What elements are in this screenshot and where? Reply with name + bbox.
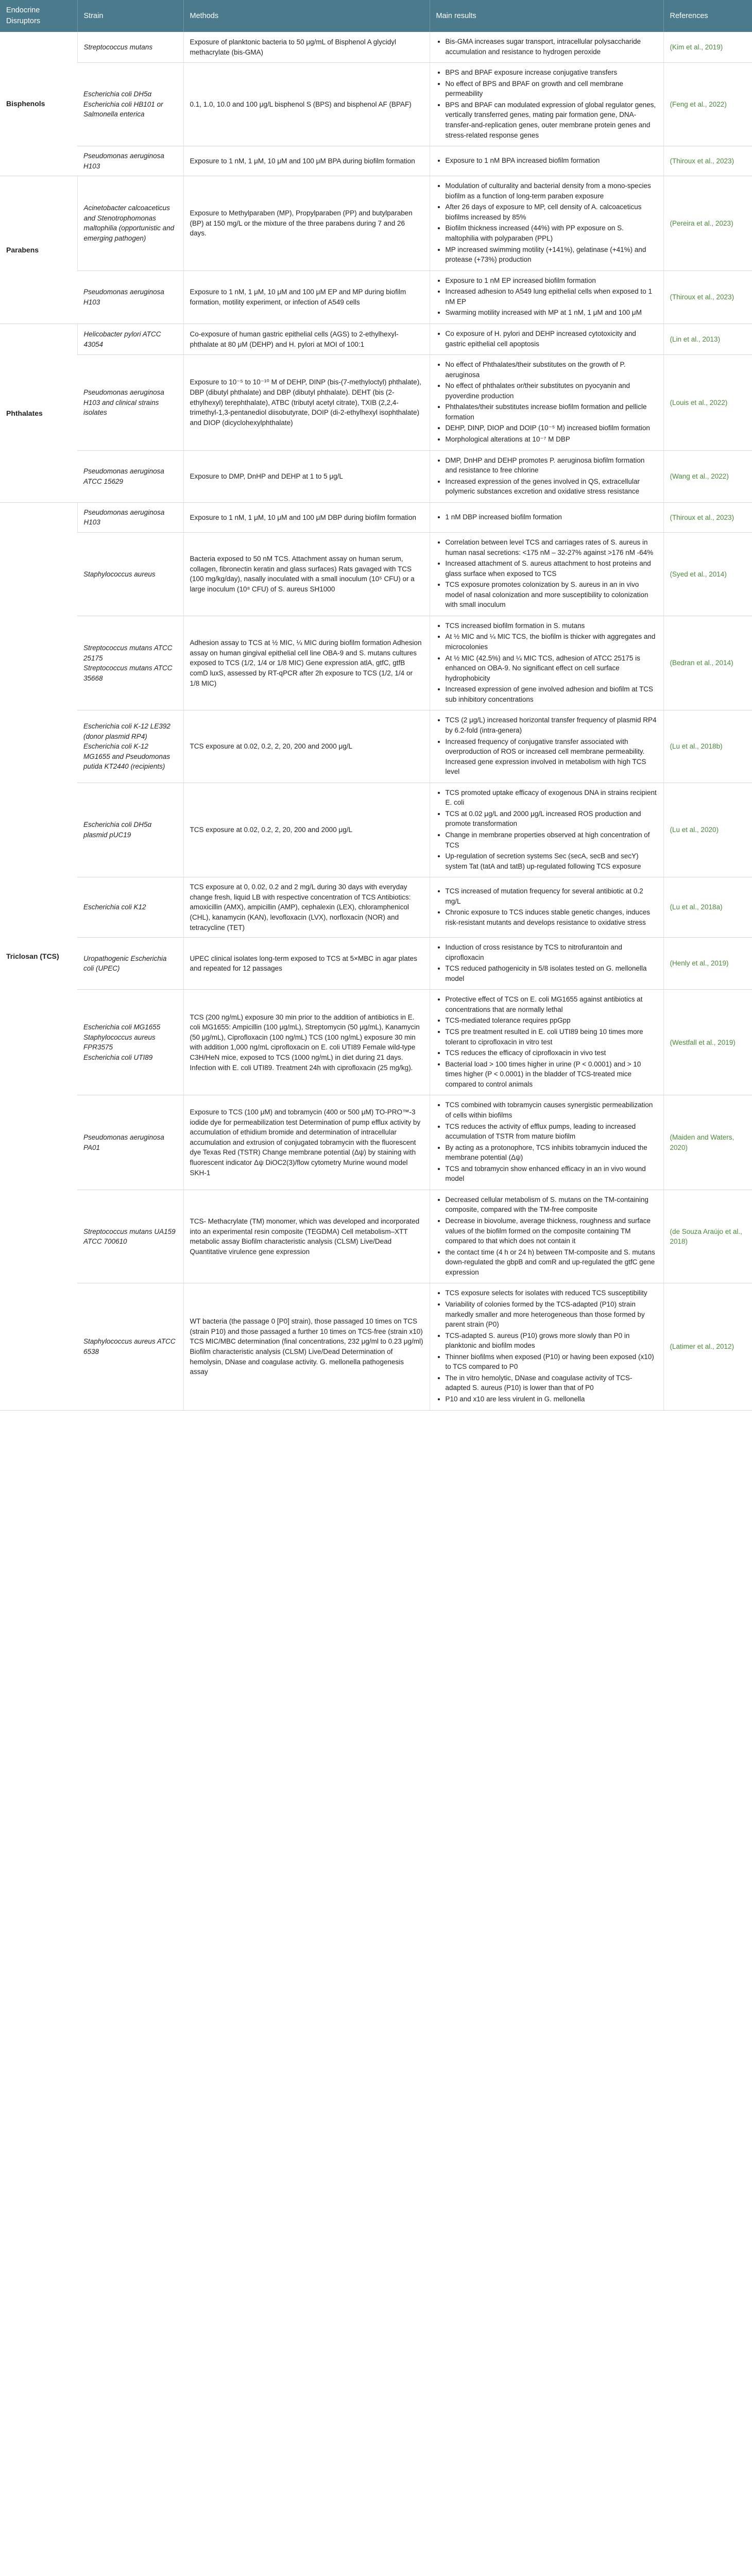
methods-cell: TCS exposure at 0.02, 0.2, 2, 20, 200 and 2000 μg/L — [183, 710, 430, 783]
results-list — [436, 512, 657, 522]
result-item: • TCS reduces the efficacy of ciprofloxacin in vivo test — [446, 1048, 657, 1058]
strain-name: Escherichia coli HB101 or Salmonella enterica — [83, 100, 163, 118]
strain-name: Escherichia coli K-12 MG1655 and Pseudomonas putida KT2440 (recipients) — [83, 742, 170, 771]
result-item: • Up-regulation of secretion systems Sec (secA, secB and secY) system Tat (tatA and tatB) up-regulated following TCS exposure — [446, 851, 657, 871]
results-cell — [430, 616, 663, 710]
result-item: • Biofilm thickness increased (44%) with PP exposure on S. maltophilia with polyparaben (PPL) — [446, 223, 657, 243]
strain-cell — [77, 990, 183, 1095]
result-item: • TCS exposure promotes colonization by S. aureus in an in vivo model of nasal colonization and more susceptibility to colonization with small inoculum — [446, 580, 657, 610]
methods-cell: Exposure to 1 nM, 1 μM, 10 μM and 100 μM EP and MP during biofilm formation, motility experiment, or infection of A549 cells — [183, 270, 430, 324]
result-item: • No effect of Phthalates/their substitutes on the growth of P. aeruginosa — [446, 360, 657, 380]
result-item: • By acting as a protonophore, TCS inhibits tobramycin induced the membrane potential (Δψ) — [446, 1143, 657, 1163]
reference-cell: (de Souza Araújo et al., 2018) — [663, 1190, 752, 1283]
results-list — [436, 276, 657, 318]
table-row — [0, 532, 752, 616]
methods-cell: Exposure to 1 nM, 1 μM, 10 μM and 100 μM DBP during biofilm formation — [183, 502, 430, 532]
table-row — [0, 32, 752, 63]
result-item: • Thinner biofilms when exposed (P10) or having been exposed (x10) to TCS compared to P0 — [446, 1352, 657, 1372]
reference-cell: (Thiroux et al., 2023) — [663, 270, 752, 324]
category-cell: Bisphenols — [0, 32, 77, 176]
result-item: • Bacterial load > 100 times higher in urine (P < 0.0001) and > 10 times higher (P < 0.0001) in the bladder of TCS-treated mice compared to control animals — [446, 1059, 657, 1090]
results-cell — [430, 270, 663, 324]
result-item: • Chronic exposure to TCS induces stable genetic changes, induces risk-resistant mutants and develops resistance to oxidative stress — [446, 907, 657, 927]
result-item: • TCS at 0.02 μg/L and 2000 μg/L increased ROS production and promote transformation — [446, 809, 657, 829]
results-list — [436, 1100, 657, 1184]
results-cell — [430, 1283, 663, 1410]
results-cell — [430, 1095, 663, 1190]
result-item: • Correlation between level TCS and carriages rates of S. aureus in human nasal secretions: <175 nM – 32-27% against >176 nM -64% — [446, 537, 657, 557]
strain-name: Staphylococcus aureus FPR3575 — [83, 1033, 156, 1052]
table-row — [0, 783, 752, 877]
results-cell — [430, 710, 663, 783]
table-row — [0, 990, 752, 1095]
methods-cell: Exposure to Methylparaben (MP), Propylparaben (PP) and butylparaben (BP) at 150 mg/L or the mixture of the three parabens during 7 and 26 days. — [183, 176, 430, 271]
strain-name: Acinetobacter calcoaceticus and Stenotrophomonas maltophilia (opportunistic and emerging pathogen) — [83, 204, 175, 243]
result-item: • Co exposure of H. pylori and DEHP increased cytotoxicity and gastric epithelial cell apoptosis — [446, 329, 657, 349]
reference-cell: (Louis et al., 2022) — [663, 355, 752, 451]
reference-cell: (Maiden and Waters, 2020) — [663, 1095, 752, 1190]
strain-cell — [77, 1095, 183, 1190]
strain-cell — [77, 938, 183, 990]
results-cell — [430, 176, 663, 271]
result-item: • 1 nM DBP increased biofilm formation — [446, 512, 657, 522]
reference-cell: (Thiroux et al., 2023) — [663, 502, 752, 532]
results-list — [436, 537, 657, 610]
results-list — [436, 156, 657, 166]
result-item: • BPS and BPAF exposure increase conjugative transfers — [446, 67, 657, 78]
result-item: • TCS reduces the activity of efflux pumps, leading to increased accumulation of TSTR from mature biofilm — [446, 1122, 657, 1142]
table-row — [0, 710, 752, 783]
strain-name: Streptococcus mutans UA159 ATCC 700610 — [83, 1227, 176, 1246]
methods-cell: Exposure to TCS (100 μM) and tobramycin (400 or 500 μM) TO-PRO™-3 iodide dye for permeabilization test Determination of pump efflux activity by accumulation of ethidium bromide and determination of intracellular accumulation and extrusion of conjugated tobramycin with the fluorescent dye Texas Red (TSTR) Change membrane potential (Δψ) by staining with fluorescent indicator Δψ DiOC2(3)/flow cytometry Murine wound model SKH-1 — [183, 1095, 430, 1190]
results-list — [436, 788, 657, 872]
results-cell — [430, 532, 663, 616]
result-item: • MP increased swimming motility (+141%), gelatinase (+41%) and protease (+73%) production — [446, 245, 657, 265]
strain-name: Escherichia coli DH5α plasmid pUC19 — [83, 821, 152, 839]
result-item: • TCS reduced pathogenicity in 5/8 isolates tested on G. mellonella model — [446, 963, 657, 984]
strain-cell — [77, 1190, 183, 1283]
table-row — [0, 1283, 752, 1410]
methods-cell: TCS exposure at 0.02, 0.2, 2, 20, 200 and 2000 μg/L — [183, 783, 430, 877]
methods-cell: TCS- Methacrylate (TM) monomer, which was developed and incorporated into an experimental resin composite (TEGDMA) Cell metabolism–XTT metabolic assay Biofilm characteristic analysis (CLSM) Live/Dead Quantitative virulence gene expression — [183, 1190, 430, 1283]
table-row — [0, 146, 752, 176]
strain-cell — [77, 355, 183, 451]
results-cell — [430, 32, 663, 63]
table-row — [0, 176, 752, 271]
category-cell: Phthalates — [0, 324, 77, 502]
result-item: • No effect of phthalates or/their substitutes on pyocyanin and pyoverdine production — [446, 381, 657, 401]
strain-name: Streptococcus mutans ATCC 25175 — [83, 644, 173, 662]
methods-cell: WT bacteria (the passage 0 [P0] strain), those passaged 10 times on TCS (strain P10) and those passaged a further 10 times on TCS-free (strain x10) TCS MIC/MBC determination (final concentrations, 232 μg/ml to 0.23 μg/ml) Biofilm characteristic analysis (CLSM) Live/Dead Determination of hemolysin, DNase and coagulase activity. G. mellonella pathogenesis assay — [183, 1283, 430, 1410]
strain-name: Pseudomonas aeruginosa PA01 — [83, 1133, 164, 1151]
results-cell — [430, 450, 663, 502]
strain-name: Pseudomonas aeruginosa H103 and clinical strains isolates — [83, 388, 164, 417]
result-item: • TCS pre treatment resulted in E. coli UTI89 being 10 times more tolerant to ciprofloxacin in vitro test — [446, 1027, 657, 1047]
results-cell — [430, 355, 663, 451]
results-list — [436, 942, 657, 984]
table-row — [0, 877, 752, 938]
header-main-results: Main results — [430, 0, 663, 32]
result-item: • Exposure to 1 nM BPA increased biofilm formation — [446, 156, 657, 166]
reference-cell: (Lu et al., 2018a) — [663, 877, 752, 938]
table-row — [0, 270, 752, 324]
result-item: • Phthalates/their substitutes increase biofilm formation and pellicle formation — [446, 402, 657, 422]
results-cell — [430, 877, 663, 938]
header-strain: Strain — [77, 0, 183, 32]
strain-cell — [77, 783, 183, 877]
result-item: • At ½ MIC and ¼ MIC TCS, the biofilm is thicker with aggregates and microcolonies — [446, 632, 657, 652]
strain-name: Escherichia coli K12 — [83, 903, 146, 911]
category-cell: Triclosan (TCS) — [0, 502, 77, 1410]
strain-name: Escherichia coli DH5α — [83, 90, 152, 98]
strain-name: Pseudomonas aeruginosa H103 — [83, 152, 164, 170]
reference-cell: (Bedran et al., 2014) — [663, 616, 752, 710]
table-row — [0, 450, 752, 502]
result-item: • BPS and BPAF can modulated expression of global regulator genes, vertically transferred genes, mating pair formation gene, DNA-transfer-and-replication genes, outer membrane protein genes and stress-related response genes — [446, 100, 657, 140]
strain-cell — [77, 532, 183, 616]
result-item: • Exposure to 1 nM EP increased biofilm formation — [446, 276, 657, 286]
result-item: • TCS-mediated tolerance requires ppGpp — [446, 1015, 657, 1026]
methods-cell: Bacteria exposed to 50 nM TCS. Attachment assay on human serum, collagen, fibronectin keratin and glass surfaces) Rats gavaged with TCS (100 mg/kg/day), nasally inoculated with a small inoculum (10⁵ CFU) or a large inoculum (10⁸ CFU) of S. aureus SH1000 — [183, 532, 430, 616]
strain-cell — [77, 877, 183, 938]
results-cell — [430, 938, 663, 990]
strain-name: Pseudomonas aeruginosa ATCC 15629 — [83, 467, 164, 485]
strain-name: Uropathogenic Escherichia coli (UPEC) — [83, 954, 167, 973]
result-item: • TCS exposure selects for isolates with reduced TCS susceptibility — [446, 1288, 657, 1298]
strain-cell — [77, 616, 183, 710]
result-item: • Bis-GMA increases sugar transport, intracellular polysaccharide accumulation and resistance to hydrogen peroxide — [446, 37, 657, 57]
methods-cell: TCS exposure at 0, 0.02, 0.2 and 2 mg/L during 30 days with everyday change fresh, liquid LB with respective concentration of TCS Antibiotics: amoxicillin (AMX), ampicillin (AMP), cephalexin (LEX), chloramphenicol (CHL), kanamycin (KAN), levofloxacin (LVX), norfloxacin (NOR) and tetracycline (TET) — [183, 877, 430, 938]
table-body — [0, 32, 752, 1410]
header-row — [0, 0, 752, 32]
results-cell — [430, 63, 663, 146]
reference-cell: (Lin et al., 2013) — [663, 324, 752, 354]
result-item: • At ½ MIC (42.5%) and ¼ MIC TCS, adhesion of ATCC 25175 is enhanced on OBA-9. No significant effect on cell surface hydrophobicity — [446, 653, 657, 684]
reference-cell: (Latimer et al., 2012) — [663, 1283, 752, 1410]
strain-cell — [77, 270, 183, 324]
result-item: • Increased frequency of conjugative transfer associated with overproduction of ROS or increased cell membrane permeability. Increased gene expression involved in metabolism with high TCS level — [446, 737, 657, 777]
methods-cell: Co-exposure of human gastric epithelial cells (AGS) to 2-ethylhexyl-phthalate at 80 μM (DEHP) and H. pylori at MOI of 100:1 — [183, 324, 430, 354]
results-list — [436, 360, 657, 445]
strain-name: Streptococcus mutans ATCC 35668 — [83, 664, 173, 682]
methods-cell: 0.1, 1.0, 10.0 and 100 μg/L bisphenol S (BPS) and bisphenol AF (BPAF) — [183, 63, 430, 146]
reference-cell: (Lu et al., 2020) — [663, 783, 752, 877]
reference-cell: (Lu et al., 2018b) — [663, 710, 752, 783]
results-cell — [430, 324, 663, 354]
result-item: • Morphological alterations at 10⁻⁷ M DBP — [446, 434, 657, 445]
strain-cell — [77, 324, 183, 354]
reference-cell: (Henly et al., 2019) — [663, 938, 752, 990]
results-list — [436, 1195, 657, 1278]
strain-name: Helicobacter pylori ATCC 43054 — [83, 330, 161, 348]
result-item: • Variability of colonies formed by the TCS-adapted (P10) strain markedly smaller and more heterogeneous than those formed by parent strain (P0) — [446, 1299, 657, 1330]
strain-cell — [77, 710, 183, 783]
reference-cell: (Thiroux et al., 2023) — [663, 146, 752, 176]
results-list — [436, 37, 657, 57]
results-list — [436, 329, 657, 349]
strain-name: Pseudomonas aeruginosa H103 — [83, 288, 164, 306]
result-item: • After 26 days of exposure to MP, cell density of A. calcoaceticus biofilms increased by 85% — [446, 202, 657, 222]
strain-cell — [77, 502, 183, 532]
strain-name: Escherichia coli MG1655 — [83, 1023, 161, 1031]
methods-cell: Exposure of planktonic bacteria to 50 μg/mL of Bisphenol A glycidyl methacrylate (bis-GMA) — [183, 32, 430, 63]
reference-cell: (Pereira et al., 2023) — [663, 176, 752, 271]
table-row — [0, 938, 752, 990]
strain-name: Pseudomonas aeruginosa H103 — [83, 508, 165, 527]
header-endocrine-disruptors: Endocrine Disruptors — [0, 0, 77, 32]
strain-name: Escherichia coli K-12 LE392 (donor plasmid RP4) — [83, 722, 170, 740]
table-row — [0, 63, 752, 146]
results-cell — [430, 1190, 663, 1283]
results-list — [436, 67, 657, 140]
reference-cell: (Wang et al., 2022) — [663, 450, 752, 502]
methods-cell: Exposure to 10⁻⁵ to 10⁻¹⁰ M of DEHP, DINP (bis-(7-methyloctyl) phthalate), DBP (dibutyl phthalate) and DBP (dibutyl phthalate). DEHT (bis (2-ethylhexyl) terephthalate), ATBC (tributyl acetyl citrate), TXIB (2,2,4-trimethyl-1,3-pentanediol diisobutyrate, DOIP (di-2-ethylhexyl isophthalate) and DIOP (dicyclohexylphthalate) — [183, 355, 430, 451]
header-methods: Methods — [183, 0, 430, 32]
result-item: • Decrease in biovolume, average thickness, roughness and surface values of the biofilm formed on the composite containing TM compared to that which does not contain it — [446, 1216, 657, 1246]
result-item: • Induction of cross resistance by TCS to nitrofurantoin and ciprofloxacin — [446, 942, 657, 962]
reference-cell: (Feng et al., 2022) — [663, 63, 752, 146]
strain-cell — [77, 146, 183, 176]
result-item: • TCS and tobramycin show enhanced efficacy in an in vivo wound model — [446, 1164, 657, 1184]
strain-cell — [77, 176, 183, 271]
category-cell: Parabens — [0, 176, 77, 324]
results-cell — [430, 990, 663, 1095]
methods-cell: UPEC clinical isolates long-term exposed to TCS at 5×MBC in agar plates and repeated for 12 passages — [183, 938, 430, 990]
result-item: • No effect of BPS and BPAF on growth and cell membrane permeability — [446, 79, 657, 99]
methods-cell: TCS (200 ng/mL) exposure 30 min prior to the addition of antibiotics in E. coli MG1655: Ampicillin (100 μg/mL), Streptomycin (50 μg/mL), Kanamycin (50 μg/mL), Ciprofloxacin (100 ng/mL) TCS (100 ng/mL) exposure 30 min with addition 1,000 ng/mL ciprofloxacin on E. coli UTI89 Female wild-type C3H/HeN mice, exposed to TCS (1000 ng/mL) in diet during 21 days. Infection with E. coli UTI89. Treatment 24h with ciprofloxacin (25 mg/kg). — [183, 990, 430, 1095]
result-item: • The in vitro hemolytic, DNase and coagulase activity of TCS-adapted S. aureus (P10) is lower than that of P0 — [446, 1373, 657, 1393]
result-item: • Increased adhesion to A549 lung epithelial cells when exposed to 1 nM EP — [446, 286, 657, 307]
result-item: • TCS-adapted S. aureus (P10) grows more slowly than P0 in planktonic and biofilm modes — [446, 1331, 657, 1351]
result-item: • TCS combined with tobramycin causes synergistic permeabilization of cells within biofilms — [446, 1100, 657, 1120]
result-item: • TCS increased of mutation frequency for several antibiotic at 0.2 mg/L — [446, 886, 657, 906]
table-row — [0, 324, 752, 354]
table-row — [0, 616, 752, 710]
results-list — [436, 1288, 657, 1404]
table-row — [0, 355, 752, 451]
results-cell — [430, 146, 663, 176]
methods-cell: Exposure to 1 nM, 1 μM, 10 μM and 100 μM BPA during biofilm formation — [183, 146, 430, 176]
strain-name: Escherichia coli UTI89 — [83, 1053, 153, 1061]
result-item: • Increased expression of the genes involved in QS, extracellular polymeric substances excretion and oxidative stress resistance — [446, 477, 657, 497]
strain-cell — [77, 1283, 183, 1410]
strain-cell — [77, 63, 183, 146]
results-list — [436, 994, 657, 1089]
strain-name: Staphylococcus aureus ATCC 6538 — [83, 1337, 176, 1355]
result-item: • TCS increased biofilm formation in S. mutans — [446, 621, 657, 631]
table-row — [0, 502, 752, 532]
result-item: • Increased attachment of S. aureus attachment to host proteins and glass surface when exposed to TCS — [446, 558, 657, 579]
result-item: • P10 and x10 are less virulent in G. mellonella — [446, 1394, 657, 1404]
results-list — [436, 886, 657, 927]
result-item: • Increased expression of gene involved adhesion and biofilm at TCS sub inhibitory concentrations — [446, 684, 657, 704]
result-item: • TCS (2 μg/L) increased horizontal transfer frequency of plasmid RP4 by 6.2-fold (intra-genera) — [446, 715, 657, 735]
reference-cell: (Syed et al., 2014) — [663, 532, 752, 616]
result-item: • Decreased cellular metabolism of S. mutans on the TM-containing composite, compared with the TM-free composite — [446, 1195, 657, 1215]
strain-cell — [77, 450, 183, 502]
results-list — [436, 621, 657, 705]
methods-cell: Adhesion assay to TCS at ½ MIC, ¼ MIC during biofilm formation Adhesion assay on human gingival epithelial cell line OBA-9 and S. mutans cultures exposed to TCS (1/2, 1/4 or 1/8 MIC) Gene expression atlA, gtfC, gtfB comD luxS, assessed by RT-qPCR after 2h exposure to TCS (1/2, 1/4 or 1/8 MIC) — [183, 616, 430, 710]
results-list — [436, 181, 657, 265]
methods-cell: Exposure to DMP, DnHP and DEHP at 1 to 5 μg/L — [183, 450, 430, 502]
result-item: • TCS promoted uptake efficacy of exogenous DNA in strains recipient E. coli — [446, 788, 657, 808]
reference-cell: (Kim et al., 2019) — [663, 32, 752, 63]
header-references: References — [663, 0, 752, 32]
result-item: • Protective effect of TCS on E. coli MG1655 against antibiotics at concentrations that are normally lethal — [446, 994, 657, 1014]
table-row — [0, 1190, 752, 1283]
table-row — [0, 1095, 752, 1190]
result-item: • DMP, DnHP and DEHP promotes P. aeruginosa biofilm formation and resistance to free chlorine — [446, 455, 657, 476]
strain-name: Staphylococcus aureus — [83, 570, 156, 578]
result-item: • DEHP, DINP, DIOP and DOIP (10⁻⁵ M) increased biofilm formation — [446, 423, 657, 433]
reference-cell: (Westfall et al., 2019) — [663, 990, 752, 1095]
results-list — [436, 715, 657, 776]
result-item: • Change in membrane properties observed at high concentration of TCS — [446, 830, 657, 850]
results-cell — [430, 783, 663, 877]
result-item: • Modulation of culturality and bacterial density from a mono-species biofilm as a function of long-term paraben exposure — [446, 181, 657, 201]
results-list — [436, 455, 657, 497]
strain-cell — [77, 32, 183, 63]
table-header — [0, 0, 752, 32]
result-item: • the contact time (4 h or 24 h) between TM-composite and S. mutans down-regulated the gbpB and comR and up-regulated the gtfC gene expression — [446, 1247, 657, 1278]
results-cell — [430, 502, 663, 532]
strain-name: Streptococcus mutans — [83, 43, 153, 51]
result-item: • Swarming motility increased with MP at 1 nM, 1 μM and 100 μM — [446, 308, 657, 318]
